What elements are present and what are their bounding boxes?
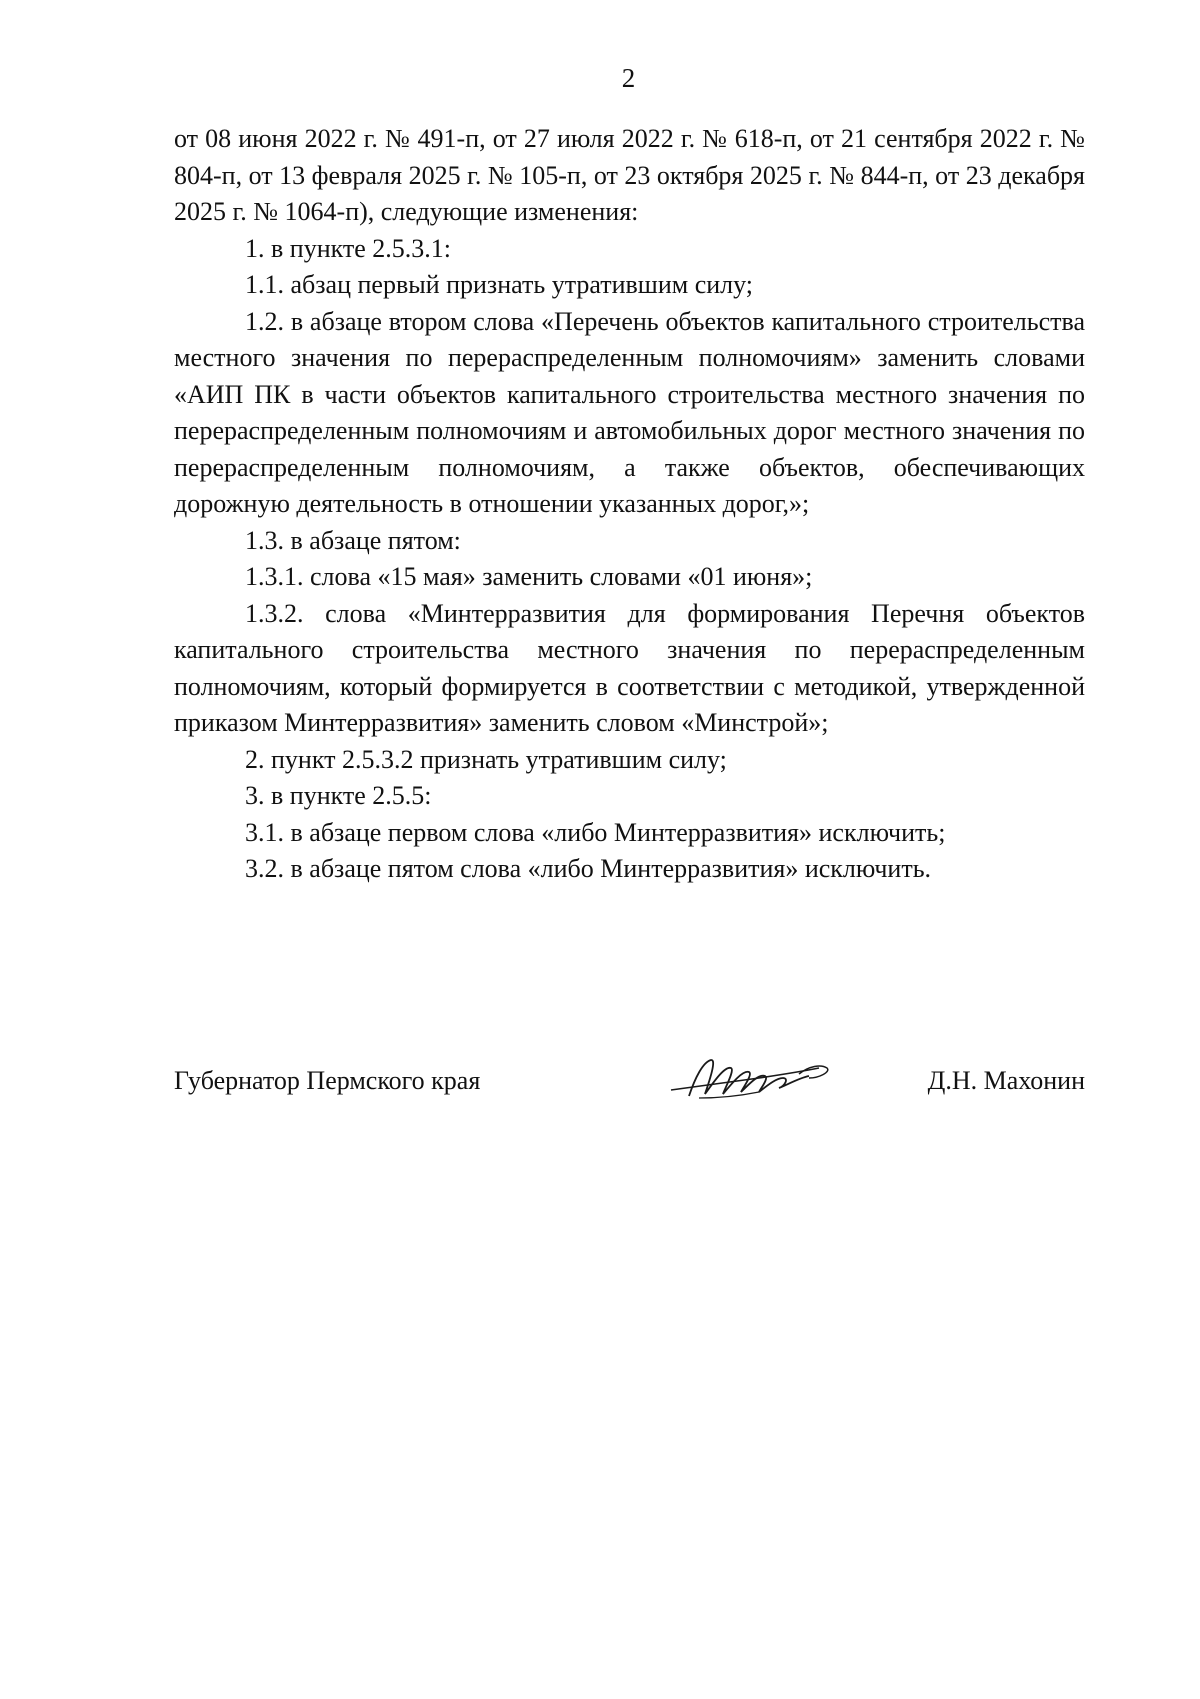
signer-position-title: Губернатор Пермского края	[174, 1066, 481, 1095]
paragraph-continuation: от 08 июня 2022 г. № 491-п, от 27 июля 2022 г. № 618-п, от 21 сентября 2022 г. № 804-п, от 13 февраля 2025 г. № 105-п, от 23 октября 2025 г. № 844-п, от 23 декабря 2025 г. № 1064-п), следующие изменения:	[174, 124, 1085, 226]
paragraph-item-1-3: 1.3. в абзаце пятом:	[245, 525, 461, 555]
paragraph-item-1-3-1: 1.3.1. слова «15 мая» заменить словами «01 июня»;	[245, 562, 813, 591]
handwritten-signature-icon	[659, 1048, 839, 1108]
page-number: 2	[621, 63, 636, 93]
paragraph-item-1-1: 1.1. абзац первый признать утратившим силу;	[245, 270, 754, 299]
paragraph-item-1: 1. в пункте 2.5.3.1:	[245, 233, 452, 263]
paragraph-item-3-1: 3.1. в абзаце первом слова «либо Минтерразвития» исключить;	[245, 817, 946, 847]
paragraph-item-3: 3. в пункте 2.5.5:	[245, 781, 432, 810]
paragraph-item-3-2: 3.2. в абзаце пятом слова «либо Минтерразвития» исключить.	[245, 854, 932, 883]
paragraph-item-2: 2. пункт 2.5.3.2 признать утратившим силу;	[245, 744, 727, 774]
document-body	[174, 121, 1085, 888]
paragraph-item-1-2: 1.2. в абзаце втором слова «Перечень объектов капитального строительства местного значения по перераспределенным полномочиям» заменить словами «АИП ПК в части объектов капитального строительства местного значения по перераспределенным полномочиям и автомобильных дорог местного значения по перераспределенным полномочиям, а также объектов, обеспечивающих дорожную деятельность в отношении указанных дорог,»;	[174, 306, 1085, 518]
paragraph-item-1-3-2: 1.3.2. слова «Минтерразвития для формирования Перечня объектов капитального строительства местного значения по перераспределенным полномочиям, который формируется в соответствии с методикой, утвержденной приказом Минтерразвития» заменить словом «Минстрой»;	[174, 598, 1085, 737]
signature-block	[174, 1058, 1085, 1118]
signer-name: Д.Н. Махонин	[927, 1066, 1085, 1095]
